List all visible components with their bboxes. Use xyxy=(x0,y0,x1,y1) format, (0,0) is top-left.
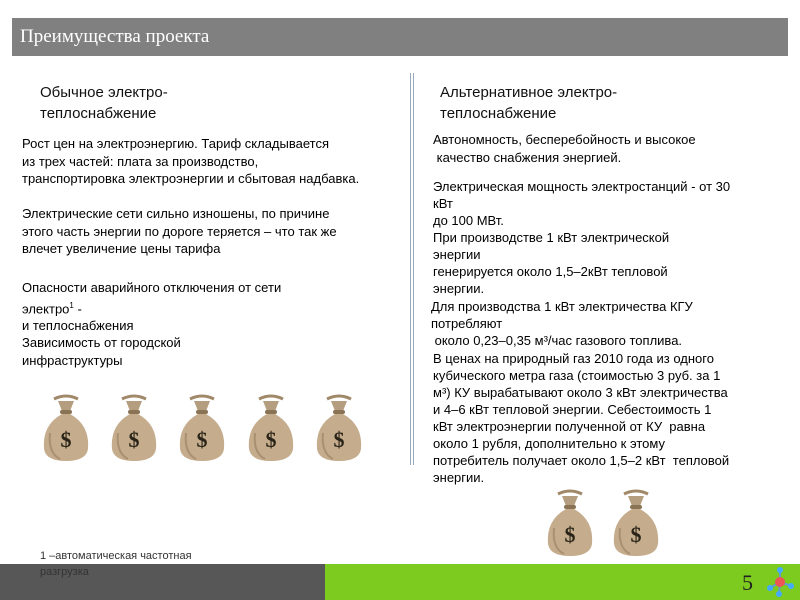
text-line: Рост цен на электроэнергию. Тариф складывается xyxy=(22,136,329,151)
text-line xyxy=(22,188,359,206)
text-line: Электрические сети сильно изношены, по причине xyxy=(22,206,330,221)
svg-text:$: $ xyxy=(196,427,208,452)
money-bag-icon xyxy=(311,393,367,463)
slide-title: Преимущества проекта xyxy=(12,18,788,56)
svg-text:$: $ xyxy=(265,427,277,452)
text-line: влечет увеличение цены тарифа xyxy=(22,241,221,256)
text-line: из трех частей: плата за производство, xyxy=(22,153,259,169)
molecule-logo-icon xyxy=(765,566,795,598)
left-text xyxy=(22,135,359,258)
text-line: генерируется около 1,5–2кВт тепловой xyxy=(433,264,668,279)
money-bag-icon xyxy=(608,488,664,558)
right-heading-line: теплоснабжение xyxy=(440,105,557,122)
right-p5 xyxy=(433,350,729,486)
svg-text:$: $ xyxy=(333,427,345,452)
text-line: Для производства 1 кВт электричества КГУ xyxy=(431,299,693,314)
text-line: Электрическая мощность электростанций - от 30 xyxy=(433,179,731,194)
text-line xyxy=(22,297,281,318)
money-bag-icon xyxy=(174,393,230,463)
money-bag-icon xyxy=(243,393,299,463)
footnote-ref: 1 xyxy=(69,300,74,310)
text-line: Опасности аварийного отключения от сети xyxy=(22,280,282,295)
text-line: разгрузка xyxy=(40,566,89,578)
column-divider xyxy=(410,73,414,465)
svg-text:$: $ xyxy=(564,522,576,547)
text-line: В ценах на природный газ 2010 года из одного xyxy=(433,351,714,366)
text-line: и теплоснабжения xyxy=(22,318,134,334)
text-line: потребляют xyxy=(431,316,503,331)
left-heading xyxy=(40,82,168,124)
text-line: качество снабжения энергией. xyxy=(433,149,622,165)
text-line: этого часть энергии по дороге теряется – что так же xyxy=(22,223,337,239)
left-heading-line: Обычное электро- xyxy=(40,84,168,101)
text-line: инфраструктуры xyxy=(22,352,123,368)
right-heading-line: Альтернативное электро- xyxy=(440,84,618,101)
text-part: электро xyxy=(22,300,70,316)
text-line: потребитель получает около 1,5–2 кВт тепловой xyxy=(433,453,730,468)
text-line: При производстве 1 кВт электрической xyxy=(433,230,670,245)
text-line: кВт xyxy=(433,196,453,211)
text-line: энергии. xyxy=(433,281,485,296)
text-line: транспортировка электроэнергии и сбытовая надбавка. xyxy=(22,171,360,186)
text-line: и 4–6 кВт тепловой энергии. Себестоимость 1 xyxy=(433,402,712,417)
footnote xyxy=(40,548,192,580)
money-bag-icon xyxy=(106,393,162,463)
text-line: кубического метра газа (стоимостью 3 руб. за 1 xyxy=(433,368,721,383)
right-heading xyxy=(440,82,617,124)
text-line: Зависимость от городской xyxy=(22,335,181,350)
text-line: около 1 рубля, дополнительно к этому xyxy=(433,436,665,451)
page-number: 5 xyxy=(742,570,753,595)
svg-text:$: $ xyxy=(60,427,72,452)
text-line: энергии xyxy=(433,247,481,262)
text-line: Автономность, бесперебойность и высокое xyxy=(433,132,696,147)
text-line: 1 –автоматическая частотная xyxy=(40,550,192,562)
footer-green-bar xyxy=(325,564,800,600)
money-bag-icon xyxy=(38,393,94,463)
text-line: около 0,23–0,35 м³/час газового топлива. xyxy=(431,333,683,348)
left-heading-line: теплоснабжение xyxy=(40,105,157,122)
text-line: кВт электроэнергии полученной от КУ равна xyxy=(433,419,706,434)
text-line: м³) КУ вырабатывают около 3 кВт электричества xyxy=(433,385,728,400)
text-line: энергии. xyxy=(433,470,485,485)
money-bag-icon xyxy=(542,488,598,558)
text-line: до 100 МВт. xyxy=(433,213,504,228)
svg-text:$: $ xyxy=(128,427,140,452)
dependency-text xyxy=(22,334,181,369)
right-p2 xyxy=(433,178,730,229)
right-p3 xyxy=(433,229,669,297)
right-p1 xyxy=(433,131,696,166)
svg-text:$: $ xyxy=(630,522,642,547)
right-p4 xyxy=(431,298,693,349)
text-part: - xyxy=(73,300,82,316)
danger-text xyxy=(22,279,281,335)
